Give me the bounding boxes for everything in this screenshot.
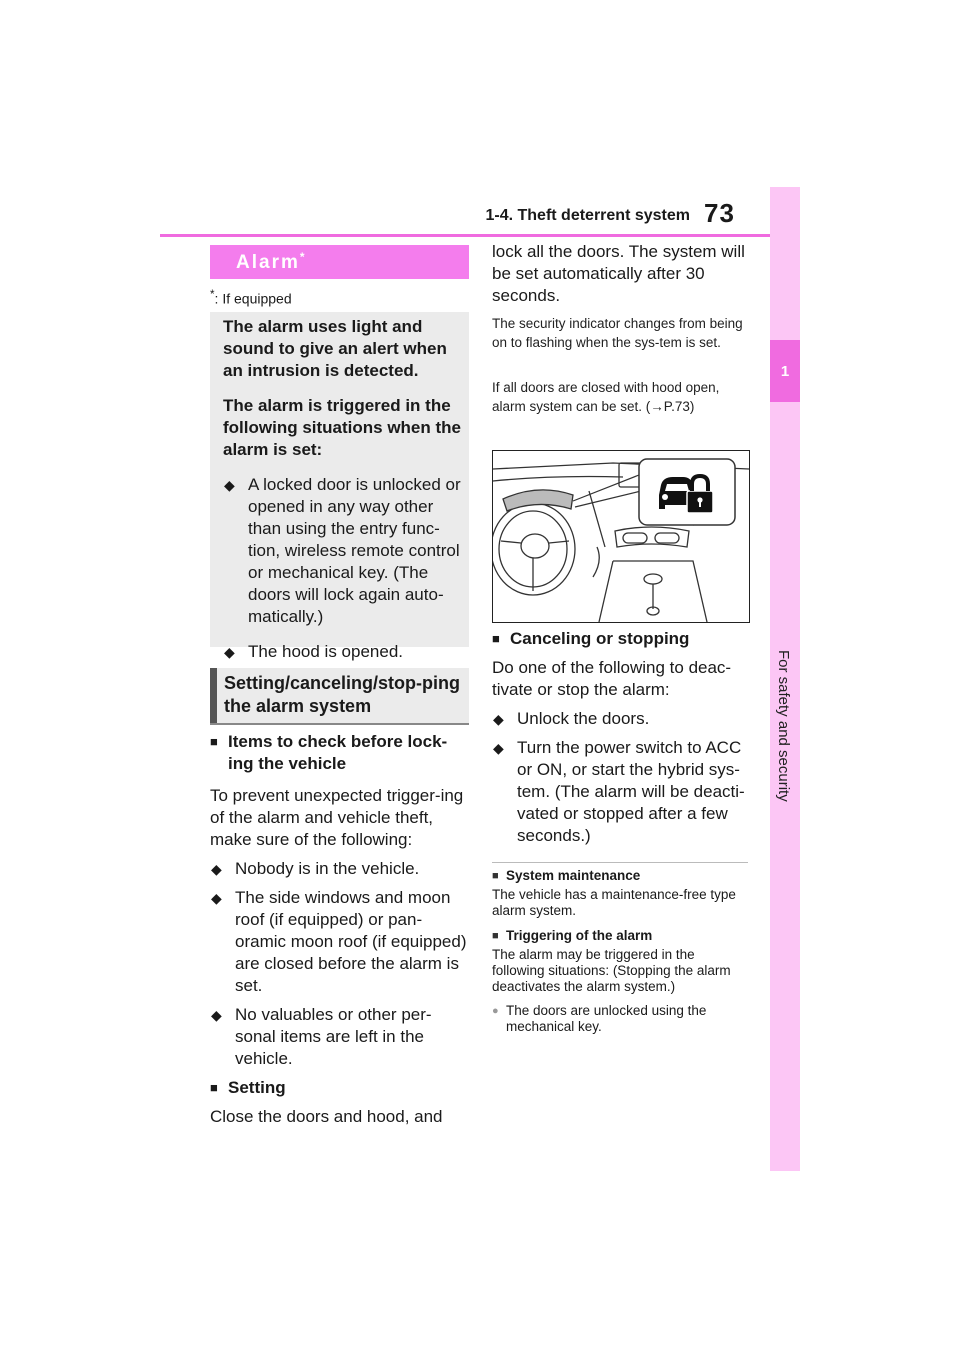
- trigger-text: The alarm may be triggered in the following situations: (Stopping the alarm deactivates the alarm system.): [492, 947, 731, 994]
- check-item: ◆ Nobody is in the vehicle.: [210, 858, 470, 880]
- check-item: ◆ The side windows and moon roof (if equipped) or pan-oramic moon roof (if equipped) are closed before the alarm is set.: [210, 887, 470, 997]
- left-column-body: [210, 731, 470, 1128]
- setting-section-heading: [210, 668, 469, 725]
- alarm-intro-2: The alarm is triggered in the following situations when the alarm is set:: [223, 396, 461, 459]
- alarm-intro-1: The alarm uses light and sound to give an alert when an intrusion is detected.: [223, 317, 447, 380]
- setting-text-2: lock all the doors. The system will be set automatically after 30 seconds.: [492, 242, 745, 305]
- maintenance-heading: ■ System maintenance: [492, 868, 748, 884]
- footnote: [210, 288, 292, 307]
- heading-accent-bar: [210, 668, 217, 723]
- cancel-item: ◆ Turn the power switch to ACC or ON, or start the hybrid sys-tem. (The alarm will be deacti-vated or stopped after a few seconds.): [492, 737, 750, 847]
- maintenance-text: The vehicle has a maintenance-free type alarm system.: [492, 887, 736, 918]
- alarm-heading-text: Alarm: [236, 252, 300, 274]
- trigger-item: ◆ The hood is opened.: [223, 641, 463, 663]
- trigger-heading: ■ Triggering of the alarm: [492, 928, 748, 944]
- security-note-1: The security indicator changes from being on to flashing when the sys-tem is set.: [492, 316, 743, 350]
- notes-block: [492, 868, 748, 1035]
- footnote-mark: *: [210, 288, 215, 301]
- cancel-heading: ■ Canceling or stopping: [492, 628, 750, 650]
- check-item: ◆ No valuables or other per-sonal items are left in the vehicle.: [210, 1004, 470, 1070]
- right-column-body: [492, 628, 750, 854]
- footnote-text: : If equipped: [214, 290, 292, 307]
- dashboard-drawing: [493, 451, 749, 622]
- header-rule: [160, 234, 770, 237]
- chapter-number: 1: [770, 340, 800, 402]
- alarm-heading: [210, 245, 469, 279]
- alarm-info-box: [210, 312, 469, 661]
- setting-text-1: Close the doors and hood, and: [210, 1107, 443, 1126]
- trigger-note-item: ● The doors are unlocked using the mechanical key.: [492, 1003, 748, 1035]
- security-indicator-illustration: [492, 450, 750, 623]
- section-title: 1-4. Theft deterrent system: [485, 207, 690, 224]
- check-heading: ■ Items to check before lock-ing the vehicle: [210, 731, 470, 775]
- setting-heading: ■ Setting: [210, 1077, 470, 1099]
- check-intro: To prevent unexpected trigger-ing of the alarm and vehicle theft, make sure of the following:: [210, 786, 464, 849]
- page-number: 73: [704, 198, 735, 228]
- notes-divider: [492, 862, 748, 863]
- cancel-intro: Do one of the following to deac-tivate or stop the alarm:: [492, 658, 732, 699]
- alarm-heading-mark: *: [299, 249, 307, 264]
- trigger-item: ◆ A locked door is unlocked or opened in any way other than using the entry func-tion, wireless remote control or mechanical key. (The doors will lock again auto-matically.): [223, 474, 463, 628]
- security-note-2: If all doors are closed with hood open, alarm system can be set. (→P.73): [492, 380, 720, 414]
- setting-section-title: Setting/canceling/stop-ping the alarm system: [224, 673, 461, 716]
- chapter-title: For safety and security: [775, 650, 792, 802]
- cancel-item: ◆ Unlock the doors.: [492, 708, 750, 730]
